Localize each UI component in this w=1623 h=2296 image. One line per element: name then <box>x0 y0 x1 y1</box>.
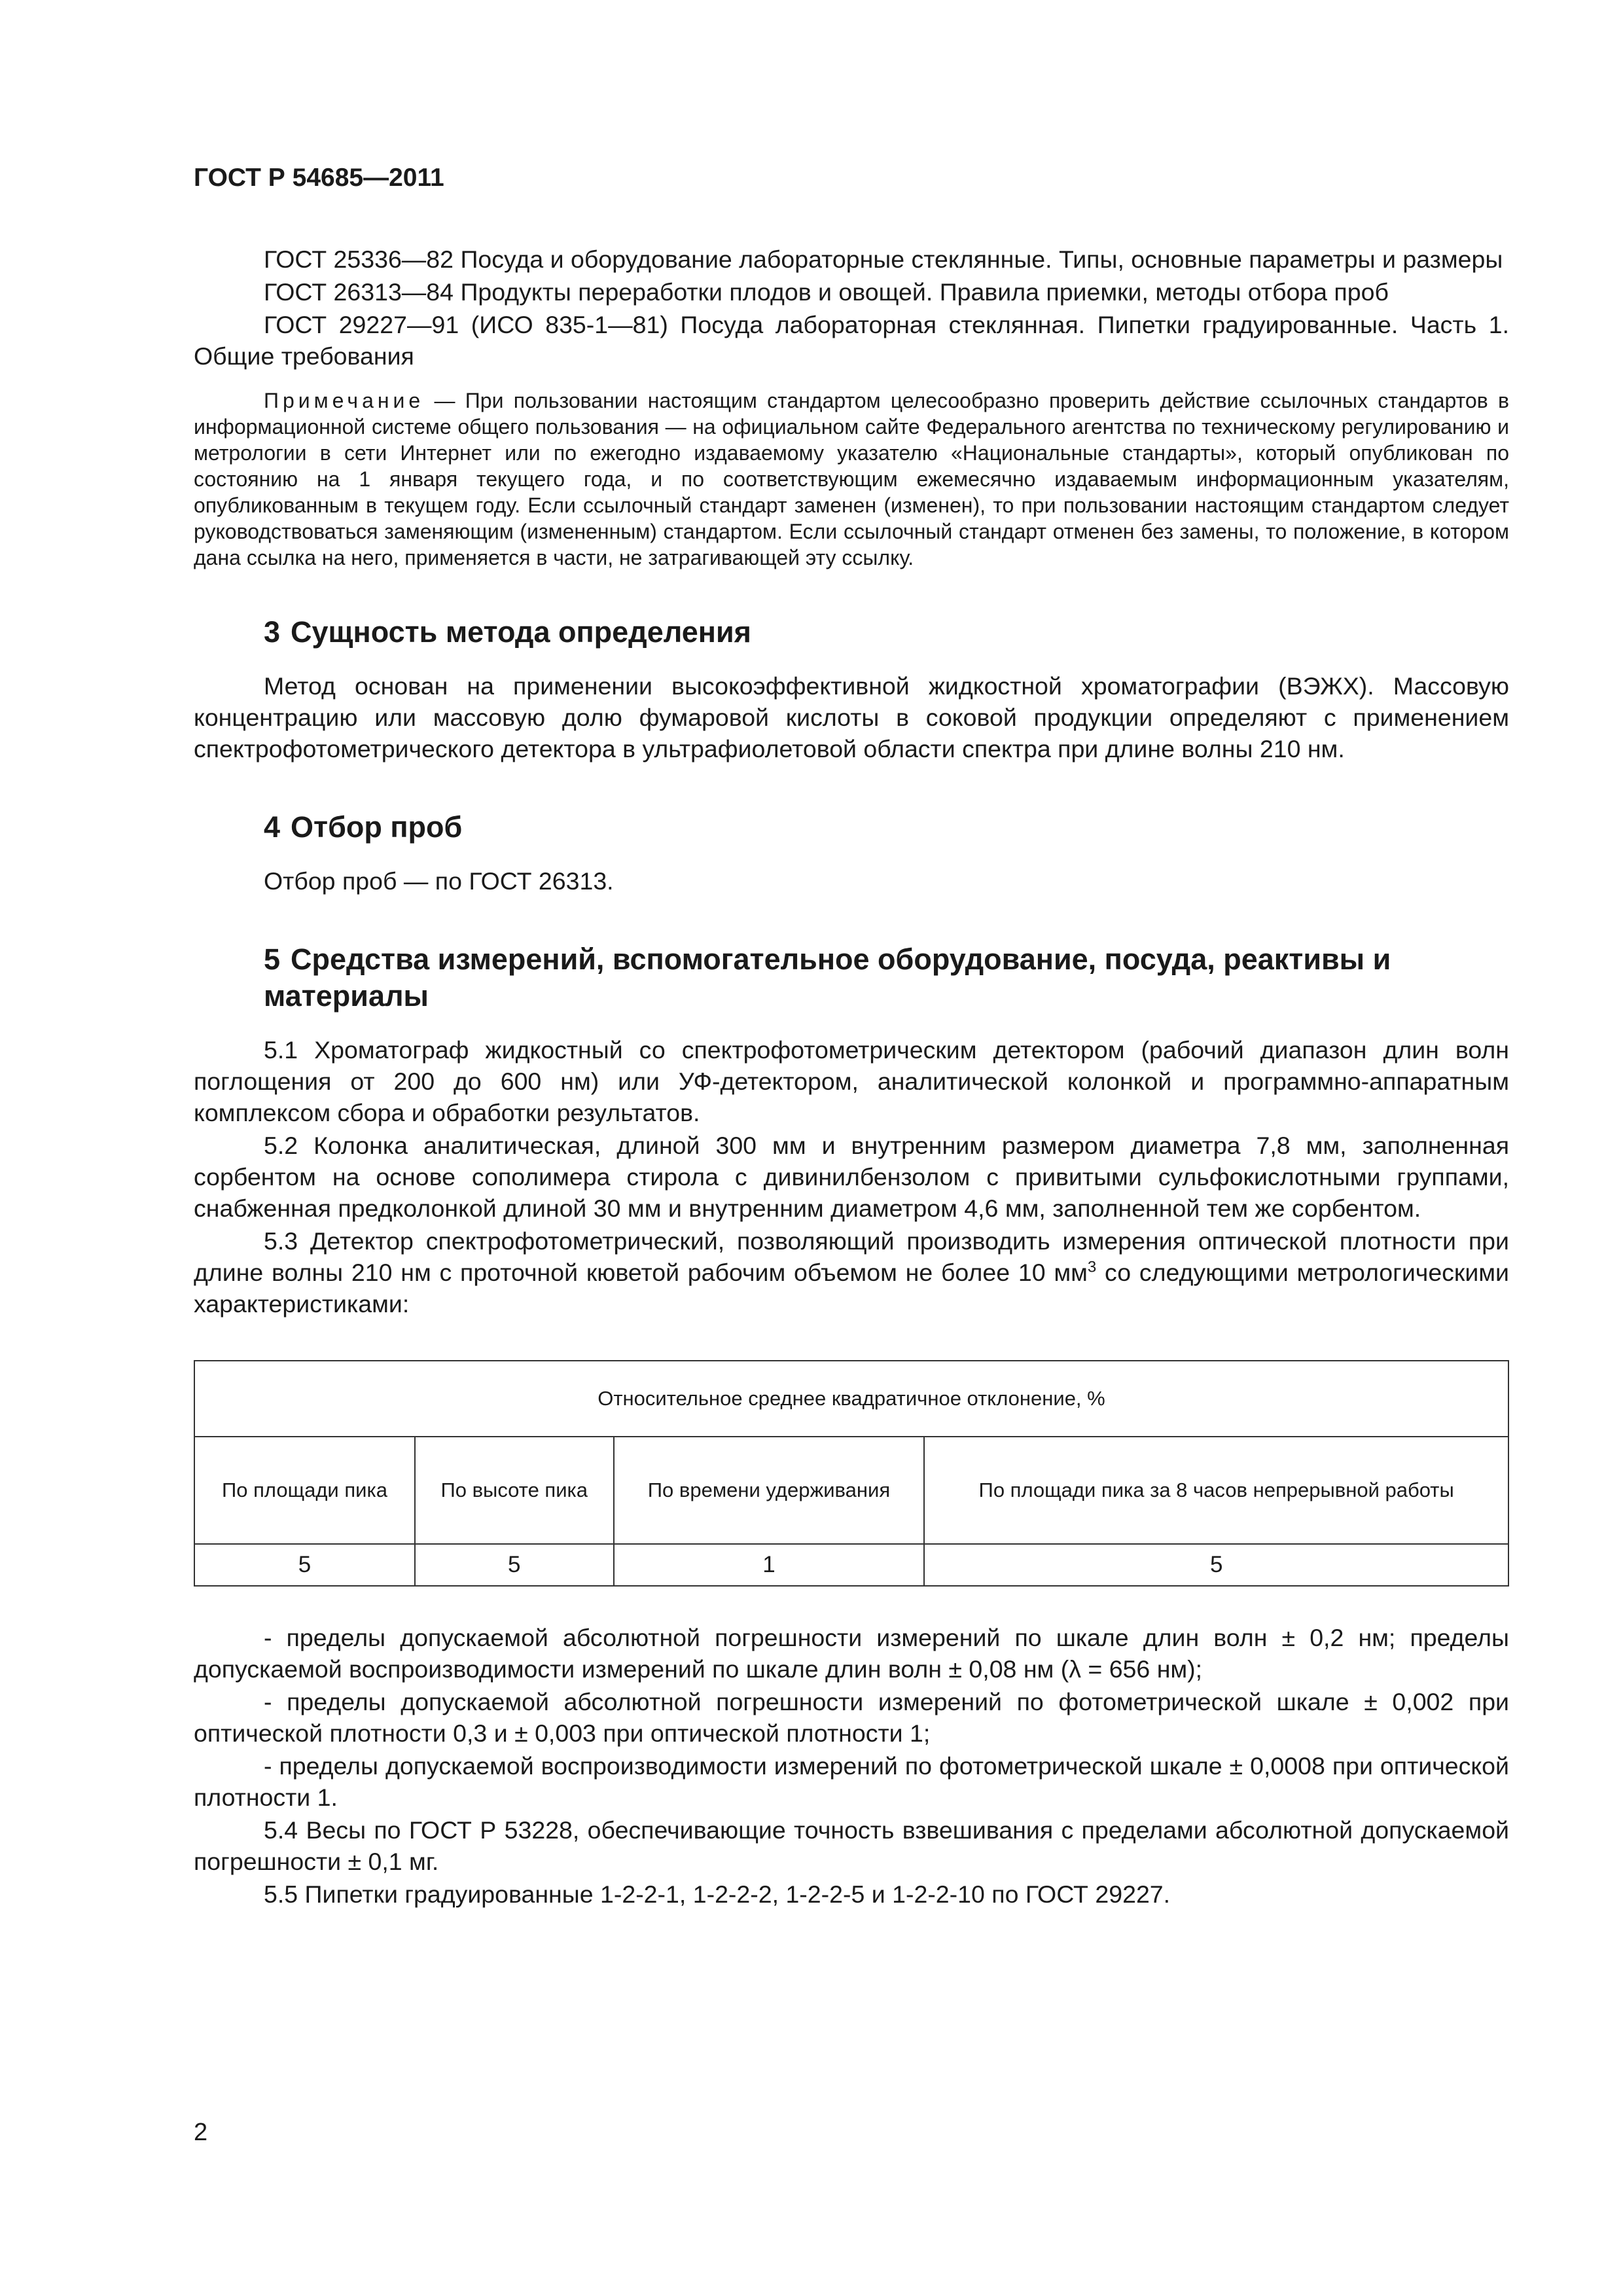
reference-item: ГОСТ 26313—84 Продукты переработки плодов и овощей. Правила приемки, методы отбора проб <box>264 278 1389 306</box>
clause-5-5: 5.5 Пипетки градуированные 1-2-2-1, 1-2-2-2, 1-2-2-5 и 1-2-2-10 по ГОСТ 29227. <box>264 1880 1171 1908</box>
document-code-header: ГОСТ Р 54685—2011 <box>194 164 444 192</box>
section-number: 3 <box>264 615 281 649</box>
reference-item: ГОСТ 25336—82 Посуда и оборудование лабораторные стеклянные. Типы, основные параметры и размеры <box>264 245 1503 273</box>
table-column-header: По высоте пика <box>415 1437 614 1544</box>
section-title: Сущность метода определения <box>291 615 751 649</box>
table-column-header: По времени удерживания <box>614 1437 925 1544</box>
section-3-heading <box>194 614 1509 651</box>
clause-5-3 <box>194 1225 1509 1319</box>
table-cell: 5 <box>415 1544 614 1586</box>
clause-5-3-text-end: со следующими метрологическими характеристиками: <box>194 1259 1510 1318</box>
clause-5-1: 5.1 Хроматограф жидкостный со спектрофотометрическим детектором (рабочий диапазон длин волн поглощения от 200 до 600 нм) или УФ-детектором, аналитической колонкой и программно-аппаратным комплексом сбора и обработки результатов. <box>194 1036 1509 1126</box>
limits-list <box>194 1622 1509 1813</box>
table-column-header: По площади пика <box>194 1437 415 1544</box>
table-column-header: По площади пика за 8 часов непрерывной работы <box>924 1437 1508 1544</box>
page-number: 2 <box>194 2119 208 2146</box>
section-3-text: Метод основан на применении высокоэффективной жидкостной хроматографии (ВЭЖХ). Массовую концентрацию или массовую долю фумаровой кислоты в соковой продукции определяют с применением спектрофотометрического детектора в ультрафиолетовой области спектра при длине волны 210 нм. <box>194 672 1509 762</box>
note-text: — При пользовании настоящим стандартом целесообразно проверить действие ссылочных стандартов в информационной системе общего пользования — на официальном сайте Федерального агентства по техническому регулированию и метрологии в сети Интернет или по ежегодно издаваемому указателю «Национальные стандарты», который опубликован по состоянию на 1 января текущего года, и по соответствующим ежемесячно издаваемым информационным указателям, опубликованным в текущем году. Если ссылочный стандарт заменен (изменен), то при пользовании настоящим стандартом следует руководствоваться заменяющим (измененным) стандартом. Если ссылочный стандарт отменен без замены, то положение, в котором дана ссылка на него, применяется в части, не затрагивающей эту ссылку. <box>194 389 1510 569</box>
page-content <box>194 162 1509 1911</box>
section-5-heading <box>194 941 1509 1014</box>
table-cell: 1 <box>614 1544 925 1586</box>
section-4-text: Отбор проб — по ГОСТ 26313. <box>264 867 614 895</box>
section-4-heading <box>194 809 1509 846</box>
section-title: Отбор проб <box>291 810 463 844</box>
clause-5-4: 5.4 Весы по ГОСТ Р 53228, обеспечивающие точность взвешивания с пределами абсолютной допускаемой погрешности ± 0,1 мг. <box>194 1816 1509 1875</box>
note-label: Примечание <box>264 389 425 412</box>
reference-item: ГОСТ 29227—91 (ИСО 835-1—81) Посуда лабораторная стеклянная. Пипетки градуированные. Часть 1. Общие требования <box>194 311 1509 370</box>
table-columns-row <box>194 1437 1508 1544</box>
metrological-characteristics-table <box>194 1360 1509 1587</box>
clause-5-3-text: 5.3 Детектор спектрофотометрический, позволяющий производить измерения оптической плотности при длине волны 210 нм с проточной кюветой рабочим объемом не более 10 мм <box>194 1227 1509 1286</box>
references-list <box>194 243 1509 372</box>
clause-5-2: 5.2 Колонка аналитическая, длиной 300 мм и внутренним размером диаметра 7,8 мм, заполненная сорбентом на основе сополимера стирола с дивинилбензолом с привитыми сульфокислотными группами, снабженная предколонкой длиной 30 мм и внутренним диаметром 4,6 мм, заполненной тем же сорбентом. <box>194 1132 1509 1222</box>
section-number: 4 <box>264 810 281 844</box>
section-number: 5 <box>264 942 281 976</box>
note-paragraph <box>194 387 1509 571</box>
table-row <box>194 1544 1508 1586</box>
table-header-row <box>194 1361 1508 1437</box>
list-item: - пределы допускаемой абсолютной погрешности измерений по фотометрической шкале ± 0,002 при оптической плотности 0,3 и ± 0,003 при оптической плотности 1; <box>194 1688 1509 1747</box>
table-cell: 5 <box>194 1544 415 1586</box>
table-header-cell: Относительное среднее квадратичное отклонение, % <box>194 1361 1508 1437</box>
list-item: - пределы допускаемой воспроизводимости измерений по фотометрической шкале ± 0,0008 при оптической плотности 1. <box>194 1752 1509 1811</box>
superscript: 3 <box>1087 1258 1097 1276</box>
section-title: Средства измерений, вспомогательное оборудование, посуда, реактивы и материалы <box>264 942 1391 1013</box>
table-cell: 5 <box>924 1544 1508 1586</box>
list-item: - пределы допускаемой абсолютной погрешности измерений по шкале длин волн ± 0,2 нм; пределы допускаемой воспроизводимости измерений по шкале длин волн ± 0,08 нм (λ = 656 нм); <box>194 1624 1509 1683</box>
